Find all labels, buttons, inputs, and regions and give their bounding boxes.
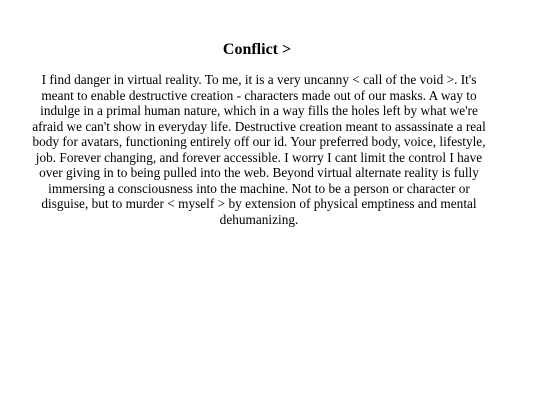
document-title: Conflict >	[222, 41, 292, 58]
document-body-paragraph: I find danger in virtual reality. To me, it is a very uncanny < call of the void >. It's meant to enable destructive creation - characters made out of our masks. A way to indulge in a primal human nature, which in a way fills the holes left by what we're afraid we can't show in everyday life. Destructive creation meant to assassinate a real body for avatars, functioning entirely off our id. Your preferred body, voice, lifestyle, job. Forever changing, and forever accessible. I worry I cant limit the control I have over giving in to being pulled into the web. Beyond virtual alternate reality is fully immersing a consciousness into the machine. Not to be a person or character or disguise, but to murder < myself > by extension of physical emptiness and mental dehumanizing.	[32, 72, 486, 227]
